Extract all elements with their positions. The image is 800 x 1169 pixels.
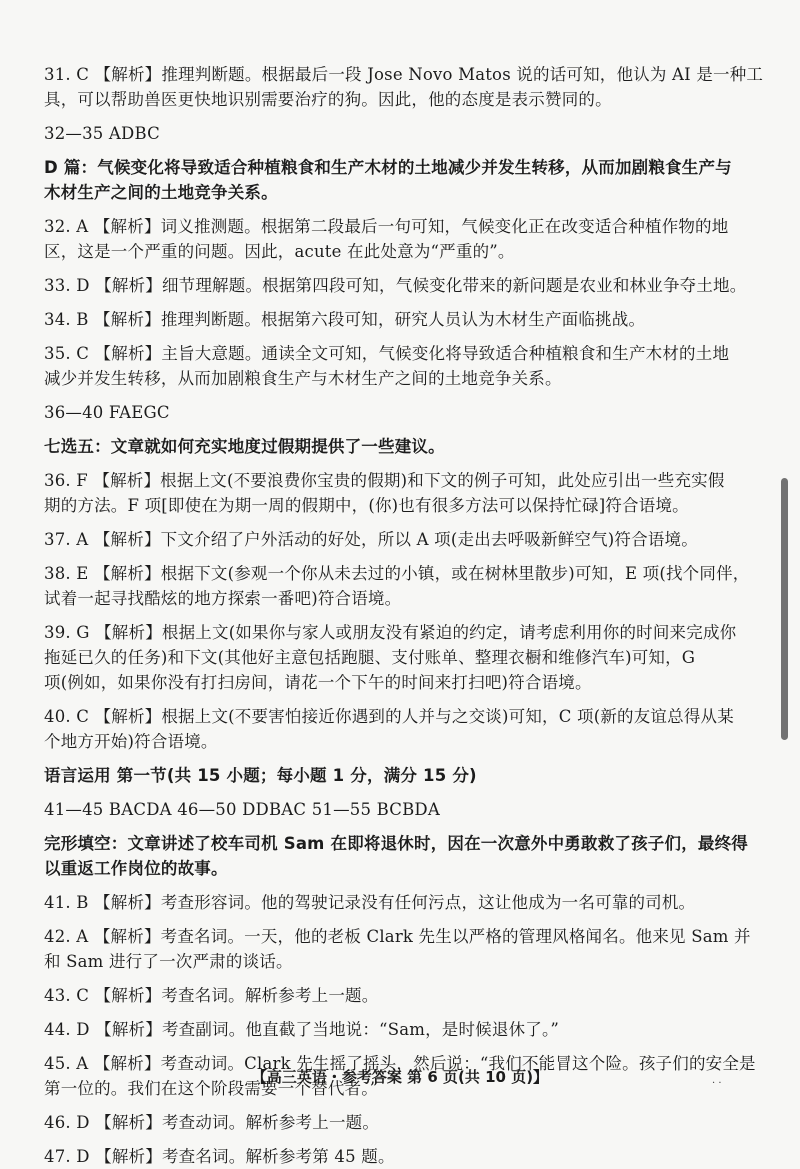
- passage-summary: D 篇：气候变化将导致适合种植粮食和生产木材的土地减少并发生转移，从而加剧粮食生产与: [44, 158, 732, 177]
- answer-line: 46. D 【解析】考查动词。解析参考上一题。: [44, 1113, 380, 1132]
- answer-line: 35. C 【解析】主旨大意题。通读全文可知，气候变化将导致适合种植粮食和生产木材的土地: [44, 344, 730, 363]
- answer-line: 试着一起寻找酷炫的地方探索一番吧)符合语境。: [44, 589, 402, 608]
- answer-line: 42. A 【解析】考查名词。一天，他的老板 Clark 先生以严格的管理风格闻名。他来见 Sam 并: [44, 927, 751, 946]
- scrollbar-thumb[interactable]: [781, 478, 788, 740]
- answer-line: 项(例如，如果你没有打扫房间，请花一个下午的时间来打扫吧)符合语境。: [44, 673, 592, 692]
- answer-line: 期的方法。F 项[即使在为期一周的假期中，(你)也有很多方法可以保持忙碌]符合语境。: [44, 496, 689, 515]
- page-footer: 【高三英语・参考答案 第 6 页(共 10 页)】: [251, 1068, 549, 1086]
- answer-line: 38. E 【解析】根据下文(参观一个你从未去过的小镇，或在树林里散步)可知，E 项(找个同伴，: [44, 564, 750, 583]
- answer-line: 区，这是一个严重的问题。因此，acute 在此处意为“严重的”。: [44, 242, 515, 261]
- answer-line: 45. A 【解析】考查动词。Clark 先生摇了摇头，然后说：“我们不能冒这个险。孩子们的安全是: [44, 1054, 756, 1073]
- answer-line: 40. C 【解析】根据上文(不要害怕接近你遇到的人并与之交谈)可知，C 项(新的友谊总得从某: [44, 707, 734, 726]
- answer-line: 第一位的。我们在这个阶段需要一个替代者。”: [44, 1079, 379, 1098]
- answer-line: 拖延已久的任务)和下文(其他好主意包括跑腿、支付账单、整理衣橱和维修汽车)可知，G: [44, 648, 696, 667]
- answer-line: 31. C 【解析】推理判断题。根据最后一段 Jose Novo Matos 说的话可知，他认为 AI 是一种工: [44, 65, 764, 84]
- answer-line: 39. G 【解析】根据上文(如果你与家人或朋友没有紧迫的约定，请考虑利用你的时间来完成你: [44, 623, 737, 642]
- answer-line: 33. D 【解析】细节理解题。根据第四段可知，气候变化带来的新问题是农业和林业争夺土地。: [44, 276, 747, 295]
- passage-summary: 七选五：文章就如何充实地度过假期提供了一些建议。: [44, 437, 445, 456]
- answer-line: 具，可以帮助兽医更快地识别需要治疗的狗。因此，他的态度是表示赞同的。: [44, 90, 612, 109]
- answer-line: 减少并发生转移，从而加剧粮食生产与木材生产之间的土地竞争关系。: [44, 369, 562, 388]
- answer-line: 41. B 【解析】考查形容词。他的驾驶记录没有任何污点，这让他成为一名可靠的司机。: [44, 893, 696, 912]
- answer-line: 37. A 【解析】下文介绍了户外活动的好处，所以 A 项(走出去呼吸新鲜空气)符合语境。: [44, 530, 698, 549]
- section-heading: 语言运用 第一节(共 15 小题；每小题 1 分，满分 15 分): [44, 766, 477, 785]
- answer-line: 个地方开始)符合语境。: [44, 732, 218, 751]
- passage-summary: 以重返工作岗位的故事。: [44, 859, 228, 878]
- answer-range: 32—35 ADBC: [44, 124, 160, 143]
- answer-line: 32. A 【解析】词义推测题。根据第二段最后一句可知，气候变化正在改变适合种植作物的地: [44, 217, 729, 236]
- answer-line: 43. C 【解析】考查名词。解析参考上一题。: [44, 986, 379, 1005]
- answer-line: 和 Sam 进行了一次严肃的谈话。: [44, 952, 293, 971]
- answer-line: 47. D 【解析】考查名词。解析参考第 45 题。: [44, 1147, 395, 1166]
- passage-summary: 木材生产之间的土地竞争关系。: [44, 183, 278, 202]
- scan-mark: · ·: [712, 1078, 722, 1089]
- answer-range: 41—45 BACDA 46—50 DDBAC 51—55 BCBDA: [44, 800, 440, 819]
- answer-range: 36—40 FAEGC: [44, 403, 170, 422]
- answer-line: 44. D 【解析】考查副词。他直截了当地说：“Sam，是时候退休了。”: [44, 1020, 560, 1039]
- answer-line: 34. B 【解析】推理判断题。根据第六段可知，研究人员认为木材生产面临挑战。: [44, 310, 646, 329]
- answer-key-content: [44, 62, 762, 1169]
- answer-line: 36. F 【解析】根据上文(不要浪费你宝贵的假期)和下文的例子可知，此处应引出一些充实假: [44, 471, 725, 490]
- passage-summary: 完形填空：文章讲述了校车司机 Sam 在即将退休时，因在一次意外中勇敢救了孩子们，最终得: [44, 834, 748, 853]
